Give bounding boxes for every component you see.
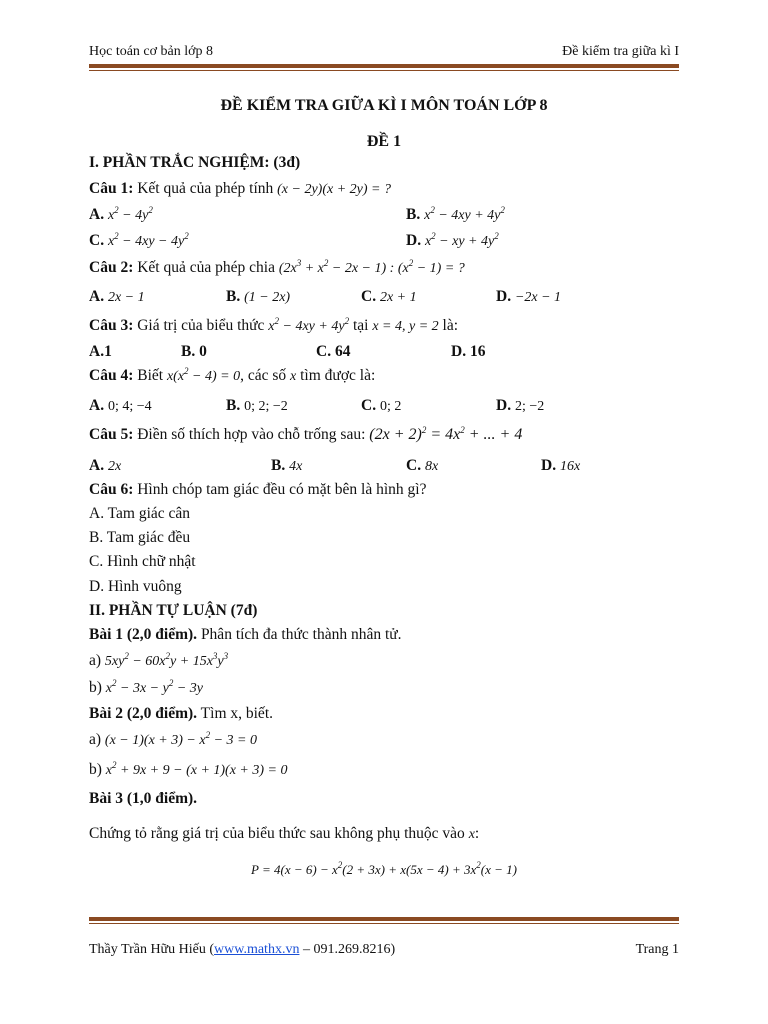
q1-label: Câu 1: bbox=[89, 180, 134, 197]
q3-option-d: D. 16 bbox=[451, 343, 486, 360]
q3-option-c: C. 64 bbox=[316, 343, 351, 360]
q1-formula: (x − 2y)(x + 2y) = ? bbox=[277, 182, 391, 197]
page-footer bbox=[89, 942, 679, 958]
q6-option-b: B. Tam giác đều bbox=[89, 529, 191, 546]
q3-option-a: A.1 bbox=[89, 343, 112, 360]
exercise-3: Bài 3 (1,0 điểm). bbox=[89, 790, 198, 807]
exam-title: ĐỀ KIỂM TRA GIỮA KÌ I MÔN TOÁN LỚP 8 bbox=[220, 97, 548, 114]
header-right: Đề kiểm tra giữa kì I bbox=[562, 44, 679, 59]
exercise-2b: b) $x^2 + 9x + 9 - (x + 1)(x + 3) = 0$ bbox=[89, 760, 288, 778]
header-left: Học toán cơ bản lớp 8 bbox=[89, 44, 214, 59]
part1-heading: I. PHẦN TRẮC NGHIỆM: (3đ) bbox=[89, 154, 301, 171]
q2-formula: $(2x^3 + x^2 - 2x - 1)$ : $(x^2 - 1)$ = ? bbox=[278, 258, 465, 276]
q1-option-d: D. $x^2$ − xy + $4y^2$ bbox=[406, 231, 499, 249]
q4-option-a: A. 0; 4; −4 bbox=[89, 397, 152, 414]
q1-option-a: A. $x^2 - 4y^2$ bbox=[89, 205, 153, 223]
header-divider bbox=[89, 64, 679, 71]
q4-option-c: C. 0; 2 bbox=[361, 397, 402, 414]
footer-author: Thầy Trần Hữu Hiếu (www.mathx.vn – 091.269.8216) bbox=[89, 942, 396, 957]
question-1 bbox=[89, 179, 391, 200]
q2-option-c: C. 2x + 1 bbox=[361, 288, 417, 305]
question-2: Câu 2: Kết quả của phép chia $(2x^3 + x^2 - 2x - 1)$ : $(x^2 - 1)$ = ? bbox=[89, 258, 465, 276]
q2-option-a: A. 2x − 1 bbox=[89, 288, 145, 305]
question-4: Câu 4: Biết $x(x^2 - 4) = 0$, các số x tìm được là: bbox=[89, 366, 376, 384]
q5-option-b: B. 4x bbox=[271, 457, 303, 474]
exercise-1: Bài 1 (2,0 điểm). Phân tích đa thức thành nhân tử. bbox=[89, 626, 402, 643]
q5-option-d: D. 16x bbox=[541, 457, 581, 474]
question-3: Câu 3: Giá trị của biểu thức $x^2 - 4xy + 4y^2$ tại x = 4, y = 2 là: bbox=[89, 316, 459, 334]
exercise-2: Bài 2 (2,0 điểm). Tìm x, biết. bbox=[89, 705, 273, 722]
q1-text: Kết quả của phép tính bbox=[137, 180, 274, 197]
q6-option-c: C. Hình chữ nhật bbox=[89, 553, 196, 570]
q1-option-c: C. $x^2 - 4xy - 4y^2$ bbox=[89, 231, 189, 249]
q3-option-b: B. 0 bbox=[181, 343, 207, 360]
q4-option-d: D. 2; −2 bbox=[496, 397, 545, 414]
exam-subtitle: ĐỀ 1 bbox=[366, 133, 402, 150]
part2-heading: II. PHẦN TỰ LUẬN (7đ) bbox=[89, 602, 258, 619]
footer-divider bbox=[89, 917, 679, 924]
question-6: Câu 6: Hình chóp tam giác đều có mặt bên là hình gì? bbox=[89, 481, 427, 498]
page-header bbox=[89, 44, 679, 60]
exercise-2a: a) $(x - 1)(x + 3) - x^2 - 3 = 0$ bbox=[89, 730, 257, 748]
q2-option-b: B. (1 − 2x) bbox=[226, 288, 291, 305]
exercise-1b: b) $x^2 - 3x - y^2 - 3y$ bbox=[89, 678, 204, 696]
page-number: Trang 1 bbox=[635, 942, 679, 957]
exercise-3-text: Chứng tỏ rằng giá trị của biểu thức sau không phụ thuộc vào x: bbox=[89, 825, 480, 842]
q5-option-a: A. 2x bbox=[89, 457, 122, 474]
q4-option-b: B. 0; 2; −2 bbox=[226, 397, 288, 414]
exercise-3-formula: $P = 4(x - 6) - x^2(2 + 3x) + x(5x - 4) + 3x^2(x - 1)$ bbox=[251, 860, 517, 877]
website-link[interactable]: www.mathx.vn bbox=[214, 942, 300, 957]
q6-option-a: A. Tam giác cân bbox=[89, 505, 191, 522]
q1-option-b: B. $x^2 - 4xy + 4y^2$ bbox=[406, 205, 505, 223]
q6-option-d: D. Hình vuông bbox=[89, 578, 182, 595]
q5-option-c: C. 8x bbox=[406, 457, 439, 474]
question-5: Câu 5: Điền số thích hợp vào chỗ trống sau: $(2x + 2)^2 = 4x^2$ + ... + 4 bbox=[89, 425, 523, 443]
q2-option-d: D. −2x − 1 bbox=[496, 288, 562, 305]
exercise-1a: a) $5xy^2 - 60x^2y + 15x^3y^3$ bbox=[89, 651, 229, 669]
